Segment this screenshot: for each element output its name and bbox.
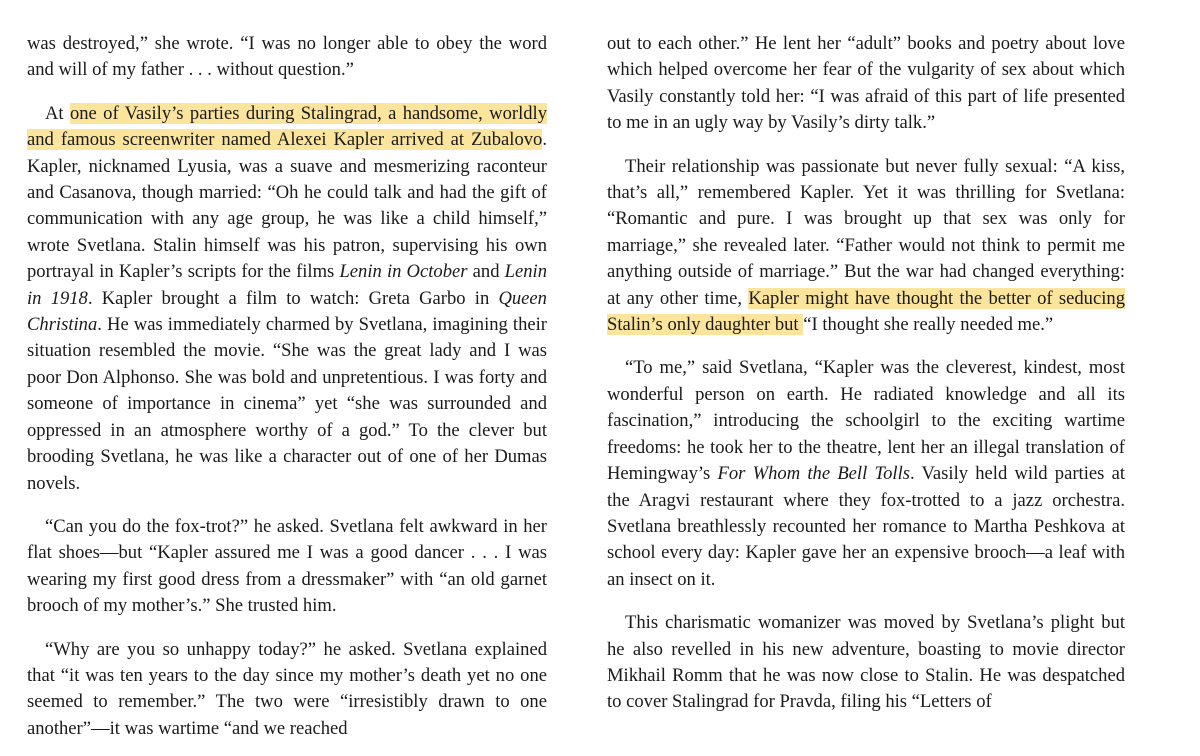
- text-segment: . Kapler, nicknamed Lyusia, was a suave and mesmerizing raconteur and Casanova, though married: “Oh he could talk and had the gift of communication with any age group, he was like a child himself,” wrote Svetlana. Stalin himself was his patron, supervising his own portrayal in Kapler’s scripts for the films: [27, 129, 547, 283]
- text-segment: Their relationship was passionate but never fully sexual: “A kiss, that’s all,” remembered Kapler. Yet it was thrilling for Svetlana: “Romantic and pure. I was brought up that sex was only for marriage,” she revealed later. “Father would not think to permit me anything outside of marriage.” But the war had changed everything: at any other time,: [607, 155, 1125, 309]
- paragraph: [27, 637, 547, 743]
- text-segment: out to each other.” He lent her “adult” books and poetry about love which helped overcome her fear of the vulgarity of sex about which Vasily constantly told her: “I was afraid of this part of life presented to me in an ugly way by Vasily’s dirty talk.”: [607, 33, 1125, 134]
- text-segment: . He was immediately charmed by Svetlana, imagining their situation resembled the movie. “She was the great lady and I was poor Don Alphonso. She was bold and unpretentious. I was forty and someone of importance in cinema” yet “she was surrounded and oppressed in an atmosphere worthy of a god.” To the clever but brooding Svetlana, he was like a character out of one of her Dumas novels.: [27, 314, 547, 494]
- italic-title: Lenin in 1918: [27, 261, 547, 309]
- text-segment: At: [45, 102, 70, 124]
- paragraph: [27, 514, 547, 620]
- text-segment: “Can you do the fox-trot?” he asked. Svetlana felt awkward in her flat shoes—but “Kapler assured me I was a good dancer . . . I was wearing my first good dress from a dressmaker” with “an old garnet brooch of my mother’s.” She trusted him.: [27, 515, 547, 617]
- text-segment: “Why are you so unhappy today?” he asked. Svetlana explained that “it was ten years to the day since my mother’s death yet no one seemed to remember.” The two were “irresistibly drawn to one another”—it was wartime “and we reached: [27, 638, 547, 739]
- text-segment: “I thought she really needed me.”: [803, 314, 1054, 336]
- text-segment: was destroyed,” she wrote. “I was no longer able to obey the word and will of my father . . . without question.”: [27, 33, 547, 81]
- text-segment: . Vasily held wild parties at the Aragvi restaurant where they fox-trotted to a jazz orchestra. Svetlana breathlessly recounted her romance to Martha Peshkova at school every day: Kapler gave her an expensive brooch—a leaf with an insect on it.: [607, 463, 1125, 590]
- text-segment: This charismatic womanizer was moved by Svetlana’s plight but he also revelled in his new adventure, boasting to movie director Mikhail Romm that he was now close to Stalin. He was despatched to cover Stalingrad for Pravda, filing his “Letters of: [607, 612, 1125, 713]
- italic-title: For Whom the Bell Tolls: [717, 463, 910, 485]
- paragraph: [607, 154, 1125, 339]
- left-column: [27, 31, 547, 742]
- highlighted-text[interactable]: Kapler might have thought the better of seducing Stalin’s only daughter but: [607, 287, 1125, 336]
- paragraph: [607, 355, 1125, 593]
- paragraph: [27, 101, 547, 497]
- text-segment: and: [467, 261, 505, 283]
- paragraph: [607, 610, 1125, 716]
- highlighted-text[interactable]: one of Vasily’s parties during Stalingrad, a handsome, worldly and famous screenwriter named Alexei Kapler arrived at Zubalovo: [27, 102, 547, 151]
- text-segment: “To me,” said Svetlana, “Kapler was the cleverest, kindest, most wonderful person on earth. He radiated knowledge and all its fascination,” introducing the schoolgirl to the exciting wartime freedoms: he took her to the theatre, lent her an illegal translation of Hemingway’s: [607, 357, 1125, 485]
- right-column: [607, 31, 1125, 716]
- italic-title: Queen Christina: [27, 287, 547, 336]
- italic-title: Lenin in October: [339, 261, 468, 283]
- paragraph: [607, 31, 1125, 137]
- paragraph: [27, 31, 547, 84]
- text-segment: . Kapler brought a film to watch: Greta Garbo in: [87, 287, 499, 309]
